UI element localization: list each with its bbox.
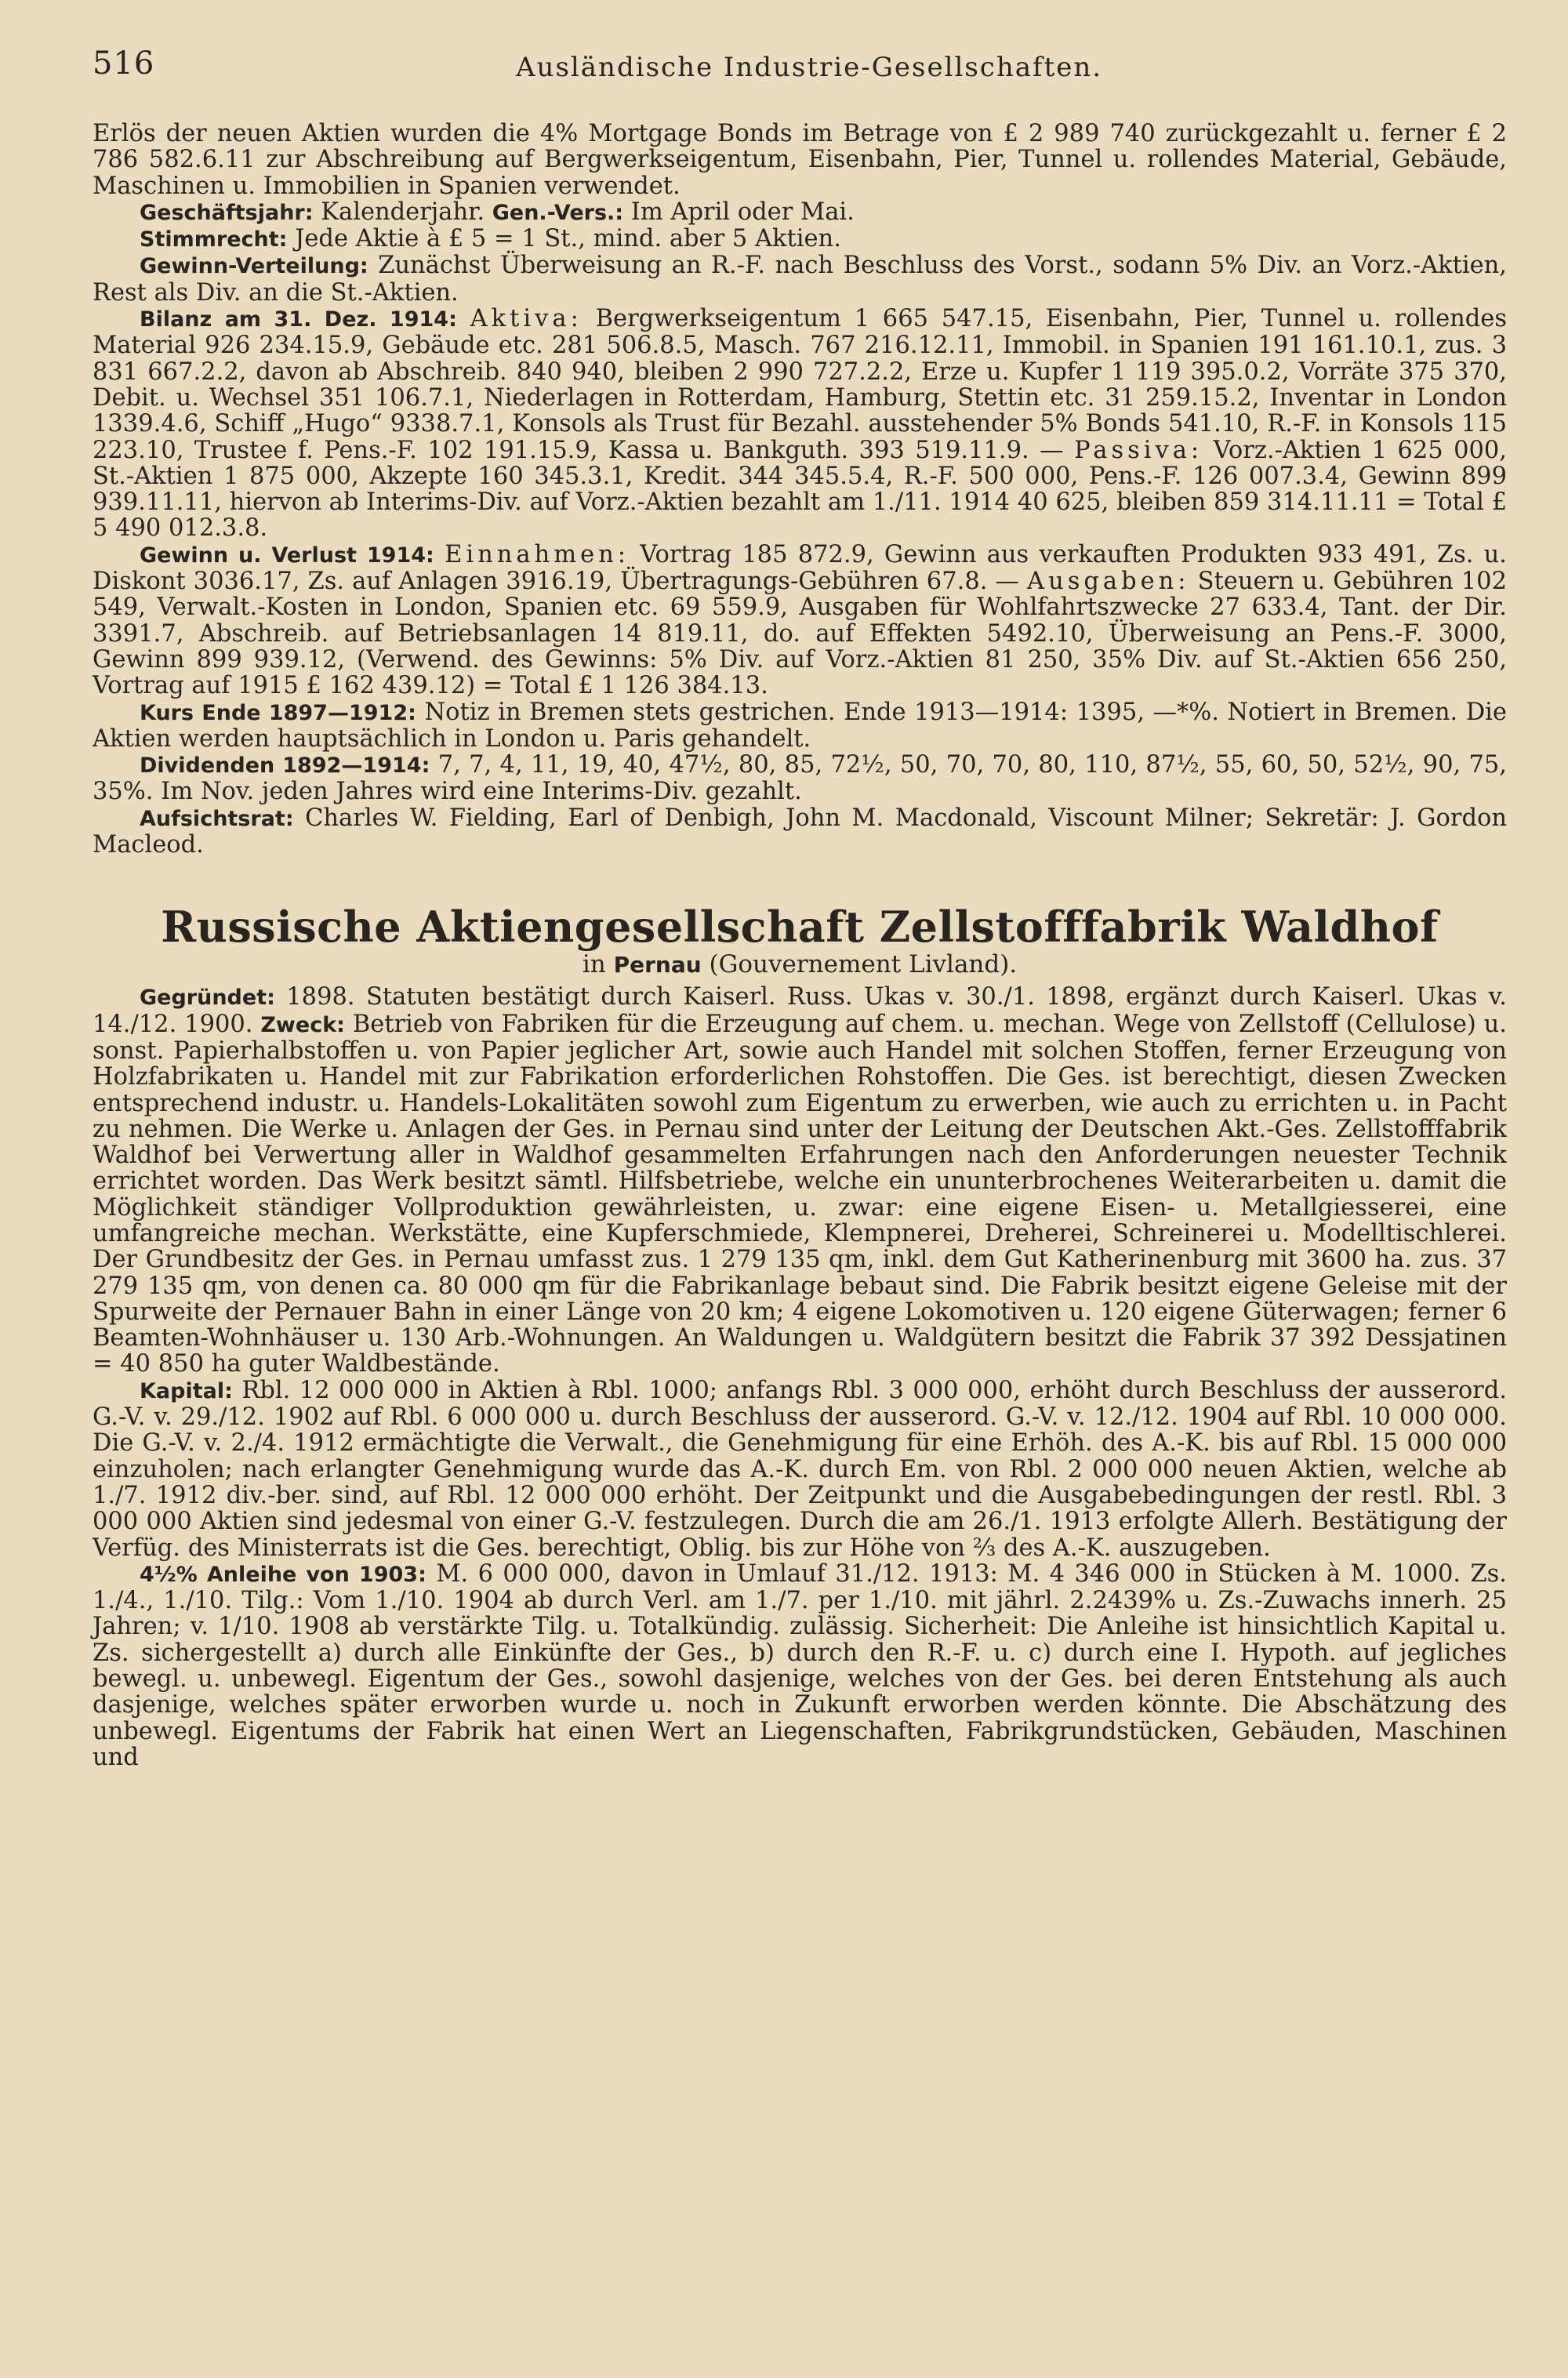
- bilanz-aktiva-text: Bergwerkseigentum 1 665 547.15, Eisenbahn, Pier, Tunnel u. rollendes Material 926 234.15.9, Gebäude etc. 281 506.8.5, Masch. 767 216.12.11, Immobil. in Spanien 191 161.10.1, zus. 3 831 667.2.2, davon ab Abschreib. 840 940, bleiben 2 990 727.2.2, Erze u. Kupfer 1 119 395.0.2, Vorräte 375 370, Debit. u. Wechsel 351 106.7.1, Niederlagen in Rotterdam, Hamburg, Stettin etc. 31 259.15.2, Inventar in London 1339.4.6, Schiff „Hugo“ 9338.7.1, Konsols als Trust für Bezahl. ausstehender 5% Bonds 541.10, R.-F. in Konsols 115 223.10, Trustee f. Pens.-F. 102 191.15.9, Kassa u. Bankguth. 393 519.11.9.: [93, 305, 1507, 464]
- anleihe-label: 4½% Anleihe von 1903:: [140, 1562, 426, 1587]
- stimmrecht-text: Jede Aktie à £ 5 = 1 St., mind. aber 5 Aktien.: [295, 225, 841, 253]
- bilanz-passiva-text: Vorz.-Aktien 1 625 000, St.-Aktien 1 875 000, Akzepte 160 345.3.1, Kredit. 344 345.5.4, R.-F. 500 000, Pens.-F. 126 007.3.4, Gewinn 899 939.11.11, hiervon ab Interims-Div. auf Vorz.-Aktien bezahlt am 1./11. 1914 40 625, bleiben 859 314.11.11 = Total £ 5 490 012.3.8.: [93, 436, 1507, 543]
- guv-label: Gewinn u. Verlust 1914:: [140, 543, 434, 568]
- geschaeftsjahr-paragraph: [93, 199, 1507, 226]
- company-location: [93, 950, 1507, 979]
- anleihe-paragraph: [93, 1561, 1507, 1770]
- aufsichtsrat-text: Charles W. Fielding, Earl of Denbigh, John M. Macdonald, Viscount Milner; Sekretär: J. Gordon Macleod.: [93, 804, 1507, 859]
- dividenden-label: Dividenden 1892—1914:: [140, 753, 430, 779]
- dividenden-paragraph: [93, 752, 1507, 805]
- first-company-section: [93, 121, 1507, 858]
- second-company-section: [93, 903, 1507, 1770]
- kurs-paragraph: [93, 699, 1507, 753]
- bilanz-label: Bilanz am 31. Dez. 1914:: [140, 307, 457, 332]
- guv-ausgaben-text: Steuern u. Gebühren 102 549, Verwalt.-Kosten in London, Spanien etc. 69 559.9, Ausgaben für Wohlfahrtszwecke 27 633.4, Tant. der Dir. 3391.7, Abschreib. auf Betriebsanlagen 14 819.11, do. auf Effekten 5492.10, Überweisung an Pens.-F. 3000, Gewinn 899 939.12, (Verwend. des Gewinns: 5% Div. auf Vorz.-Aktien 81 250, 35% Div. auf St.-Aktien 656 250, Vortrag auf 1915 £ 162 439.12) = Total £ 1 126 384.13.: [93, 568, 1507, 700]
- stimmrecht-paragraph: [93, 226, 1507, 252]
- anleihe-text: M. 6 000 000, davon in Umlauf 31./12. 1913: M. 4 346 000 in Stücken à M. 1000. Zs. 1./4., 1./10. Tilg.: Vom 1./10. 1904 ab durch Verl. am 1./7. per 1./10. mit jährl. 2.2439% u. Zs.-Zuwachs innerh. 25 Jahren; v. 1/10. 1908 ab verstärkte Tilg. u. Totalkündig. zulässig. Sicherheit: Die Anleihe ist hinsichtlich Kapital u. Zs. sichergestellt a) durch alle Einkünfte der Ges., b) durch den R.-F. u. c) durch eine I. Hypoth. auf jegliches bewegl. u. unbewegl. Eigentum der Ges., sowohl dasjenige, welches von der Ges. bei deren Entstehung als auch dasjenige, welches später erworben wurde u. noch in Zukunft erworben werden könnte. Die Abschätzung des unbewegl. Eigentums der Fabrik hat einen Wert an Liegenschaften, Fabrikgrundstücken, Gebäuden, Maschinen und: [93, 1559, 1507, 1771]
- location-city: Pernau: [613, 952, 702, 978]
- location-suffix: (Gouvernement Livland).: [709, 950, 1018, 979]
- guv-einnahmen-text: Vortrag 185 872.9, Gewinn aus verkauften Produkten 933 491, Zs. u. Diskont 3036.17, Zs. auf Anlagen 3916.19, Übertragungs-Gebühren 67.8. —: [93, 540, 1508, 596]
- kapital-label: Kapital:: [140, 1378, 233, 1403]
- intro-text: Erlös der neuen Aktien wurden die 4% Mortgage Bonds im Betrage von £ 2 989 740 zurückgezahlt u. ferner £ 2 786 582.6.11 zur Abschreibung auf Bergwerkseigentum, Eisenbahn, Pier, Tunnel u. rollendes Material, Gebäude, Maschinen u. Immobilien in Spanien verwendet.: [93, 120, 1507, 200]
- genvers-label: Gen.-Vers.:: [492, 200, 624, 225]
- page-number: 516: [93, 45, 155, 82]
- dividenden-text: 7, 7, 4, 11, 19, 40, 47½, 80, 85, 72½, 50, 70, 70, 80, 110, 87½, 55, 60, 50, 52½, 90, 75, 35%. Im Nov. jeden Jahres wird eine Interims-Div. gezahlt.: [93, 751, 1508, 806]
- aufsichtsrat-paragraph: [93, 805, 1507, 859]
- zweck-text: Betrieb von Fabriken für die Erzeugung auf chem. u. mechan. Wege von Zellstoff (Cellulose) u. sonst. Papierhalbstoffen u. von Papier jeglicher Art, sowie auch Handel mit solchen Stoffen, ferner Erzeugung von Holzfabrikaten u. Handel mit zur Fabrikation erforderlichen Rohstoffen. Die Ges. ist berechtigt, diesen Zwecken entsprechend industr. u. Handels-Lokalitäten sowohl zum Eigentum zu erwerben, wie auch zu errichten u. in Pacht zu nehmen. Die Werke u. Anlagen der Ges. in Pernau sind unter der Leitung der Deutschen Akt.-Ges. Zellstofffabrik Waldhof bei Verwertung aller in Waldhof gesammelten Erfahrungen nach den Anforderungen neuester Technik errichtet worden. Das Werk besitzt sämtl. Hilfsbetriebe, welche ein ununterbrochenes Weiterarbeiten u. damit die Möglichkeit ständiger Vollproduktion gewährleisten, u. zwar: eine eigene Eisen- u. Metallgiesserei, eine umfangreiche mechan. Werkstätte, eine Kupferschmiede, Klempnerei, Dreherei, Schreinerei u. Modelltischlerei. Der Grundbesitz der Ges. in Pernau umfasst zus. 1 279 135 qm, inkl. dem Gut Katherinenburg mit 3600 ha. zus. 37 279 135 qm, von denen ca. 80 000 qm für die Fabrikanlage bebaut sind. Die Fabrik besitzt eigene Geleise mit der Spurweite der Pernauer Bahn in einer Länge von 20 km; 4 eigene Lokomotiven u. 120 eigene Güterwagen; ferner 6 Beamten-Wohnhäuser u. 130 Arb.-Wohnungen. An Waldungen u. Waldgütern besitzt die Fabrik 37 392 Dessjatinen = 40 850 ha guter Waldbestände.: [93, 1010, 1507, 1378]
- bilanz-paragraph: Bilanz am 31. Dez. 1914: Aktiva: Bergwerkseigentum 1 665 547.15, Eisenbahn, Pier, Tunnel u. rollendes Material 926 234.15.9, Gebäude etc. 281 506.8.5, Masch. 767 216.12.11, Immobil. in Spanien 191 161.10.1, zus. 3 831 667.2.2, davon ab Abschreib. 840 940, bleiben 2 990 727.2.2, Erze u. Kupfer 1 119 395.0.2, Vorräte 375 370, Debit. u. Wechsel 351 106.7.1, Niederlagen in Rotterdam, Hamburg, Stettin etc. 31 259.15.2, Inventar in London 1339.4.6, Schiff „Hugo“ 9338.7.1, Konsols als Trust für Bezahl. ausstehender 5% Bonds 541.10, R.-F. in Konsols 115 223.10, Trustee f. Pens.-F. 102 191.15.9, Kassa u. Bankguth. 393 519.11.9. — Passiva: Vorz.-Aktien 1 625 000, St.-Aktien 1 875 000, Akzepte 160 345.3.1, Kredit. 344 345.5.4, R.-F. 500 000, Pens.-F. 126 007.3.4, Gewinn 899 939.11.11, hiervon ab Interims-Div. auf Vorz.-Aktien bezahlt am 1./11. 1914 40 625, bleiben 859 314.11.11 = Total £ 5 490 012.3.8.: [93, 305, 1507, 543]
- stimmrecht-label: Stimmrecht:: [140, 227, 288, 252]
- aufsichtsrat-label: Aufsichtsrat:: [140, 806, 294, 831]
- kurs-text: Notiz in Bremen stets gestrichen. Ende 1913—1914: 1395, —*%. Notiert in Bremen. Die Aktien werden hauptsächlich in London u. Paris gehandelt.: [93, 698, 1507, 753]
- running-head: [93, 45, 1507, 89]
- gewinnverteilung-label: Gewinn-Verteilung:: [140, 254, 368, 279]
- bilanz-aktiva-label: Aktiva:: [470, 305, 583, 333]
- kurs-label: Kurs Ende 1897—1912:: [140, 700, 416, 725]
- guv-paragraph: [93, 542, 1507, 699]
- kapital-paragraph: [93, 1378, 1507, 1561]
- bilanz-passiva-label: Passiva:: [1074, 436, 1203, 464]
- genvers-text: Im April oder Mai.: [630, 198, 855, 226]
- geschaeftsjahr-text: Kalenderjahr.: [321, 198, 485, 226]
- gegruendet-text: 1898. Statuten bestätigt durch Kaiserl. Russ. Ukas v. 30./1. 1898, ergänzt durch Kaiserl. Ukas v. 14./12. 1900.: [93, 983, 1507, 1038]
- zweck-label: Zweck:: [260, 1012, 345, 1037]
- intro-paragraph: [93, 121, 1507, 199]
- header-title: Ausländische Industrie-Gesellschaften.: [516, 52, 1103, 83]
- gegruendet-zweck-paragraph: [93, 984, 1507, 1377]
- gegruendet-label: Gegründet:: [140, 986, 275, 1011]
- location-prefix: in: [582, 950, 606, 979]
- guv-einnahmen-label: Einnahmen:: [445, 540, 630, 568]
- gewinnverteilung-text: Zunächst Überweisung an R.-F. nach Beschluss des Vorst., sodann 5% Div. an Vorz.-Aktien, Rest als Div. an die St.-Aktien.: [93, 252, 1507, 307]
- guv-ausgaben-label: Ausgaben:: [1027, 568, 1190, 596]
- company-title: Russische Aktiengesellschaft Zellstofffabrik Waldhof: [161, 902, 1439, 953]
- kapital-text: Rbl. 12 000 000 in Aktien à Rbl. 1000; anfangs Rbl. 3 000 000, erhöht durch Beschluss der ausserord. G.-V. v. 29./12. 1902 auf Rbl. 6 000 000 u. durch Beschluss der ausserord. G.-V. v. 12./12. 1904 auf Rbl. 10 000 000. Die G.-V. v. 2./4. 1912 ermächtigte die Verwalt., die Genehmigung für eine Erhöh. des A.-K. bis auf Rbl. 15 000 000 einzuholen; nach erlangter Genehmigung wurde das A.-K. durch Em. von Rbl. 2 000 000 neuen Aktien, welche ab 1./7. 1912 div.-ber. sind, auf Rbl. 12 000 000 erhöht. Der Zeitpunkt und die Ausgabebedingungen der restl. Rbl. 3 000 000 Aktien sind jedesmal von einer G.-V. festzulegen. Durch die am 26./1. 1913 erfolgte Allerh. Bestätigung der Verfüg. des Ministerrats ist die Ges. berechtigt, Oblig. bis zur Höhe von ⅔ des A.-K. auszugeben.: [93, 1376, 1507, 1562]
- geschaeftsjahr-label: Geschäftsjahr:: [140, 200, 314, 225]
- gewinnverteilung-paragraph: [93, 252, 1507, 306]
